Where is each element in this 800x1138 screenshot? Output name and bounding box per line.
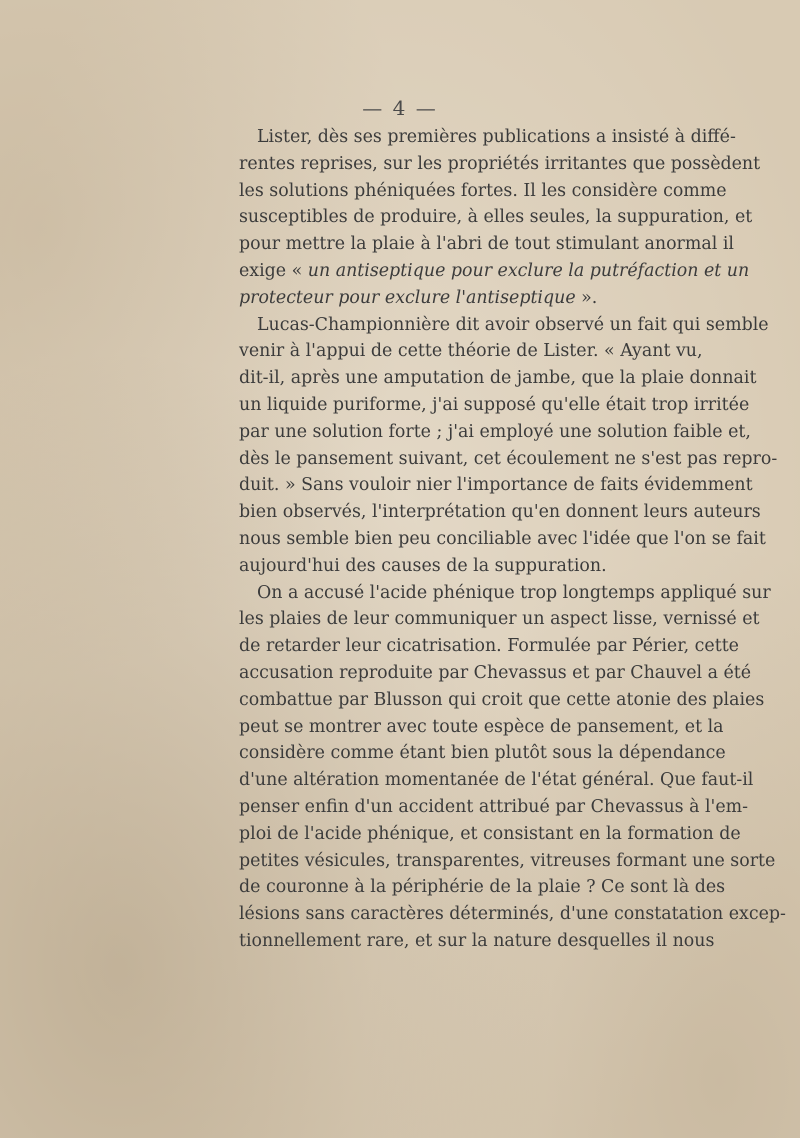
- text-segment: lésions sans caractères déterminés, d'une constatation excep-: [239, 904, 786, 925]
- text-line: [239, 285, 671, 312]
- text-segment: de retarder leur cicatrisation. Formulée par Périer, cette: [239, 636, 739, 657]
- text-segment: tionnellement rare, et sur la nature desquelles il nous: [239, 930, 715, 951]
- text-segment: bien observés, l'interprétation qu'en donnent leurs auteurs: [239, 502, 761, 523]
- text-line: [239, 499, 761, 526]
- text-segment: dès le pansement suivant, cet écoulement ne s'est pas repro-: [239, 448, 778, 469]
- text-line: [239, 794, 748, 821]
- italic-text-segment: un antiseptique pour exclure la putréfaction et un: [307, 260, 750, 281]
- text-segment: aujourd'hui des causes de la suppuration.: [239, 555, 607, 576]
- text-line: [239, 606, 760, 633]
- text-segment: On a accusé l'acide phénique trop longtemps appliqué sur: [257, 582, 771, 603]
- text-segment: Lister, dès ses premières publications a insisté à diffé-: [257, 127, 736, 147]
- text-segment: pour mettre la plaie à l'abri de tout stimulant anormal il: [239, 234, 734, 255]
- text-line: [239, 767, 754, 794]
- text-segment: penser enfin d'un accident attribué par Chevassus à l'em-: [239, 796, 748, 817]
- text-line: [239, 928, 715, 955]
- text-line: [239, 258, 750, 285]
- text-segment: petites vésicules, transparentes, vitreuses formant une sorte: [239, 850, 776, 871]
- text-segment: combattue par Blusson qui croit que cette atonie des plaies: [239, 689, 765, 710]
- text-line: [239, 633, 739, 660]
- text-line: [239, 392, 750, 419]
- text-line: [239, 338, 703, 365]
- text-line: [239, 124, 736, 151]
- text-line: [239, 151, 761, 178]
- page-number: — 4 —: [362, 96, 438, 120]
- text-segment: accusation reproduite par Chevassus et par Chauvel a été: [239, 662, 752, 683]
- text-segment: ».: [575, 287, 598, 308]
- text-line: [239, 553, 671, 580]
- text-segment: susceptibles de produire, à elles seules, la suppuration, et: [239, 207, 753, 228]
- text-segment: les plaies de leur communiquer un aspect lisse, vernissé et: [239, 609, 760, 630]
- text-line: [239, 714, 724, 741]
- text-line: [239, 740, 726, 767]
- text-line: [239, 365, 757, 392]
- body-text: [239, 124, 786, 955]
- text-line: [239, 848, 776, 875]
- text-segment: nous semble bien peu conciliable avec l'idée que l'on se fait: [239, 528, 766, 549]
- text-line: [239, 178, 727, 205]
- text-segment: un liquide puriforme, j'ai supposé qu'elle était trop irritée: [239, 394, 750, 415]
- text-segment: les solutions phéniquées fortes. Il les considère comme: [239, 180, 727, 201]
- text-segment: venir à l'appui de cette théorie de Lister. « Ayant vu,: [239, 341, 703, 362]
- italic-text-segment: protecteur pour exclure l'antiseptique: [239, 287, 576, 308]
- text-segment: par une solution forte ; j'ai employé une solution faible et,: [239, 421, 751, 442]
- text-line: [239, 446, 778, 473]
- text-segment: rentes reprises, sur les propriétés irritantes que possèdent: [239, 153, 761, 174]
- text-line: [239, 580, 771, 607]
- text-segment: peut se montrer avec toute espèce de pansement, et la: [239, 716, 724, 737]
- text-segment: considère comme étant bien plutôt sous la dépendance: [239, 743, 726, 764]
- text-line: [239, 901, 786, 928]
- text-line: [239, 874, 726, 901]
- text-segment: ploi de l'acide phénique, et consistant en la formation de: [239, 823, 741, 844]
- text-segment: Lucas-Championnière dit avoir observé un fait qui semble: [257, 314, 769, 335]
- text-line: [239, 312, 769, 339]
- text-segment: dit-il, après une amputation de jambe, que la plaie donnait: [239, 368, 757, 389]
- text-segment: exige «: [239, 260, 308, 281]
- text-segment: de couronne à la périphérie de la plaie ? Ce sont là des: [239, 877, 726, 898]
- text-line: [239, 687, 765, 714]
- text-line: [239, 660, 752, 687]
- text-line: [239, 231, 734, 258]
- text-line: [239, 419, 751, 446]
- text-segment: d'une altération momentanée de l'état général. Que faut-il: [239, 770, 754, 791]
- text-line: [239, 204, 753, 231]
- text-line: [239, 821, 741, 848]
- text-line: [239, 526, 766, 553]
- text-segment: duit. » Sans vouloir nier l'importance de faits évidemment: [239, 475, 753, 496]
- text-line: [239, 472, 753, 499]
